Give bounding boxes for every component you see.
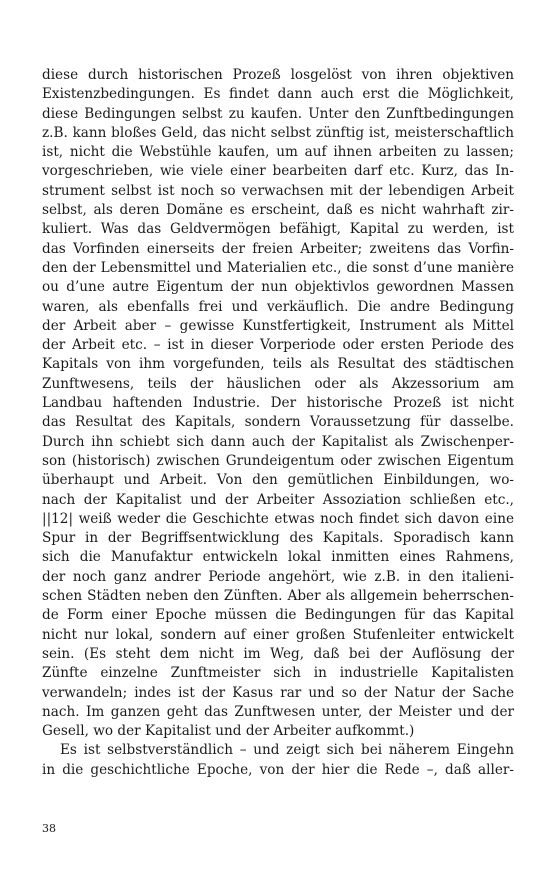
text-line: nach der Kapitalist und der Arbeiter Assoziation schließen etc.,	[42, 491, 514, 508]
text-line: sein. (Es steht dem nicht im Weg, daß bei der Auflösung der	[42, 645, 514, 662]
text-line: verwandeln; indes ist der Kasus rar und so der Natur der Sache	[42, 684, 514, 701]
paragraph-start-line: Es ist selbstverständlich – und zeigt sich bei näherem Eingehn	[60, 742, 514, 759]
text-line: diese Bedingungen selbst zu kaufen. Unter den Zunftbedingungen	[42, 105, 514, 122]
text-line: das Vorfinden einerseits der freien Arbeiter; zweitens das Vorfin-	[42, 240, 514, 257]
text-line: Spur in der Begriffsentwicklung des Kapitals. Sporadisch kann	[42, 530, 514, 547]
text-line: überhaupt und Arbeit. Von den gemütlichen Einbildungen, wo-	[42, 472, 514, 489]
text-line: schen Städten neben den Zünften. Aber als allgemein beherrschen-	[42, 588, 514, 605]
text-line: Zunftwesens, teils der häuslichen oder als Akzessorium am	[42, 375, 514, 392]
text-line: de Form einer Epoche müssen die Bedingungen für das Kapital	[42, 607, 514, 624]
paragraph-end-line: Gesell, wo der Kapitalist und der Arbeiter aufkommt.)	[42, 723, 415, 740]
text-line: z.B. kann bloßes Geld, das nicht selbst zünftig ist, meisterschaftlich	[42, 124, 514, 141]
text-line: selbst, als deren Domäne es erscheint, daß es nicht wahrhaft zir-	[42, 202, 514, 219]
text-line: ou d’une autre Eigentum der nun objektivlos gewordnen Massen	[42, 279, 514, 296]
text-line: das Resultat des Kapitals, sondern Voraussetzung für dasselbe.	[42, 414, 514, 431]
text-line: Landbau haftenden Industrie. Der historische Prozeß ist nicht	[42, 395, 514, 412]
text-line: nach. Im ganzen geht das Zunftwesen unter, der Meister und der	[42, 703, 514, 720]
text-line: kuliert. Was das Geldvermögen befähigt, Kapital zu werden, ist	[42, 221, 514, 238]
text-line: Zünfte einzelne Zunftmeister sich in industrielle Kapitalisten	[42, 665, 514, 682]
text-line: son (historisch) zwischen Grundeigentum oder zwischen Eigentum	[42, 452, 514, 469]
text-line: der Arbeit aber – gewisse Kunstfertigkeit, Instrument als Mittel	[42, 317, 514, 334]
body-text	[42, 66, 514, 780]
text-line: der Arbeit etc. – ist in dieser Vorperiode oder ersten Periode des	[42, 337, 514, 354]
text-line: diese durch historischen Prozeß losgelöst von ihren objektiven	[42, 67, 514, 83]
page-number: 38	[42, 822, 56, 835]
text-line: den der Lebensmittel und Materialien etc., die sonst d’une manière	[42, 259, 514, 276]
text-line: der noch ganz andrer Periode angehört, wie z.B. in den italieni-	[42, 568, 514, 585]
text-line: vorgeschrieben, wie viele einer bearbeiten darf etc. Kurz, das In-	[42, 163, 514, 180]
text-line: sich die Manufaktur entwickeln lokal inmitten eines Rahmens,	[42, 549, 514, 566]
text-line: waren, als ebenfalls frei und verkäuflich. Die andre Bedingung	[42, 298, 514, 315]
text-line: Kapitals von ihm vorgefunden, teils als Resultat des städtischen	[42, 356, 514, 373]
text-line: Durch ihn schiebt sich dann auch der Kapitalist als Zwischenper-	[42, 433, 514, 450]
text-line: Existenzbedingungen. Es findet dann auch erst die Möglichkeit,	[42, 86, 514, 103]
text-line: ist, nicht die Webstühle kaufen, um auf ihnen arbeiten zu lassen;	[42, 144, 514, 161]
text-line: ||12| weiß weder die Geschichte etwas noch findet sich davon eine	[42, 510, 514, 527]
text-line: in die geschichtliche Epoche, von der hier die Rede –, daß aller-	[42, 761, 514, 778]
text-line: strument selbst ist noch so verwachsen mit der lebendigen Arbeit	[42, 182, 514, 199]
text-line: nicht nur lokal, sondern auf einer großen Stufenleiter entwickelt	[42, 626, 514, 643]
